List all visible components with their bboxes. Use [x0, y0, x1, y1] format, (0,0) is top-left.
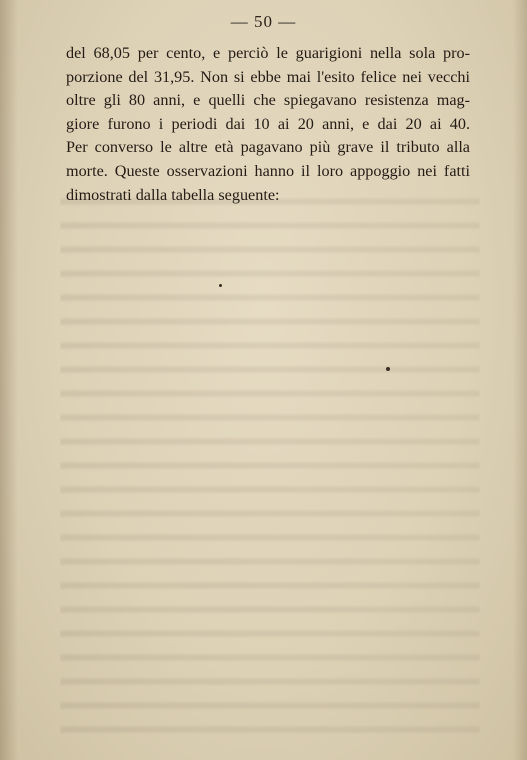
page-shadow-left [0, 0, 18, 760]
ink-speck [386, 367, 390, 371]
text-line: giore furono i periodi dai 10 ai 20 anni, e dai 20 ai 40. [66, 114, 470, 133]
text-line: del 68,05 per cento, e perciò le guarigioni nella sola pro- [66, 44, 470, 62]
text-line: morte. Queste osservazioni hanno il loro appoggio nei fatti [66, 161, 470, 180]
page-shadow-right [513, 0, 527, 760]
page-number: — 50 — [230, 12, 297, 31]
ink-speck [219, 284, 222, 287]
text-line: oltre gli 80 anni, e quelli che spiegavano resistenza mag- [66, 91, 470, 110]
text-line: dimostrati dalla tabella seguente: [66, 185, 280, 204]
body-paragraph [66, 42, 470, 207]
text-line: porzione del 31,95. Non si ebbe mai l'esito felice nei vecchi [66, 67, 470, 86]
text-line: Per converso le altre età pagavano più grave il tributo alla [66, 138, 470, 157]
reverse-side-bleed-through [60, 188, 480, 748]
